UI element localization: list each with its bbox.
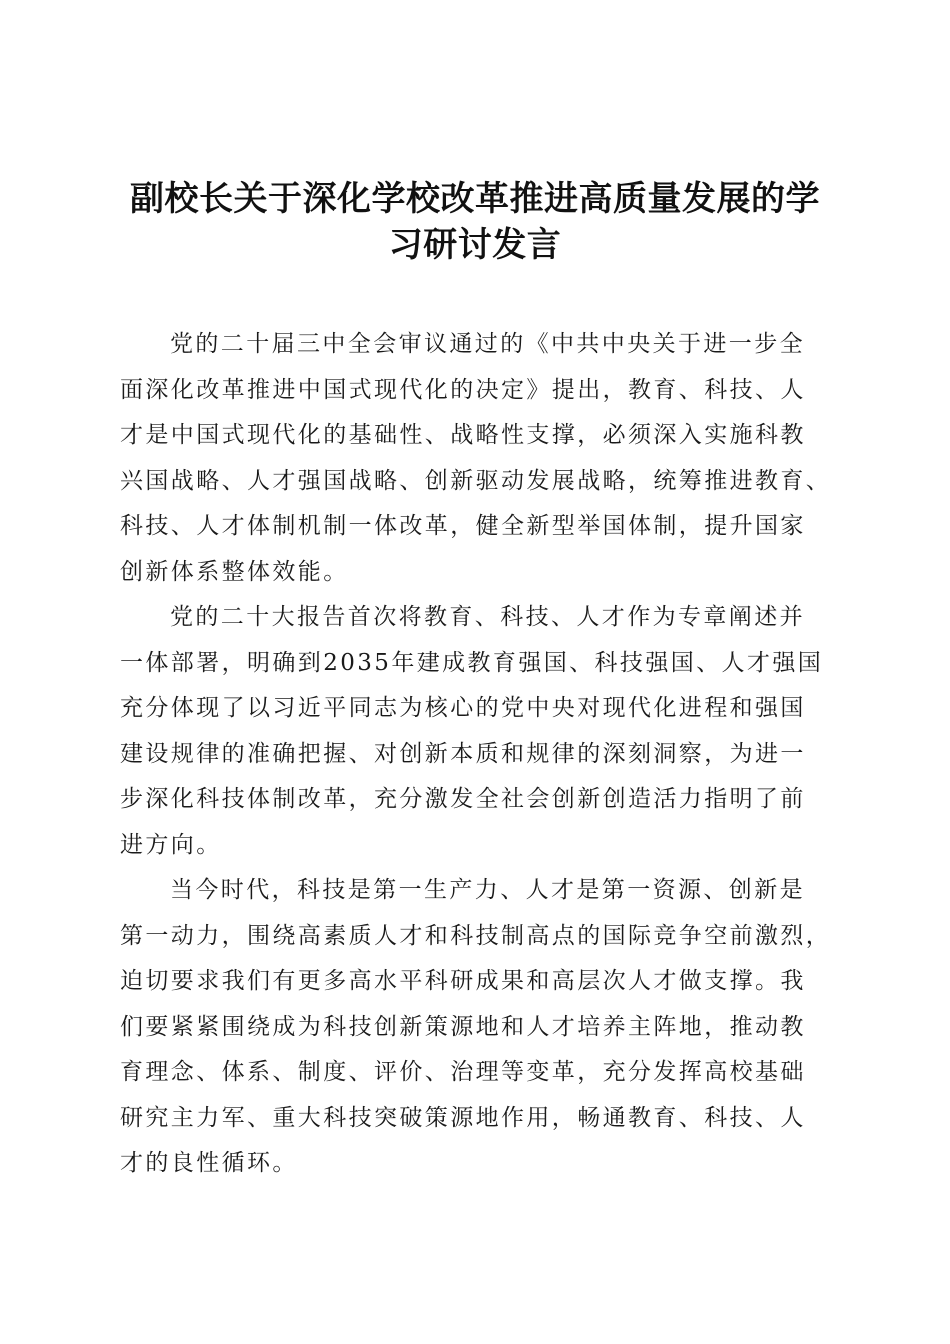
paragraph-line: 步深化科技体制改革，充分激发全社会创新创造活力指明了前: [120, 786, 806, 812]
document-title: [110, 176, 840, 268]
title-line: 副校长关于深化学校改革推进高质量发展的学: [130, 179, 820, 219]
title-line: 习研讨发言: [388, 225, 562, 265]
paragraph-line: 一体部署，明确到2035年建成教育强国、科技强国、人才强国: [120, 649, 824, 676]
paragraph-line: 们要紧紧围绕成为科技创新策源地和人才培养主阵地，推动教: [120, 1013, 806, 1040]
paragraph-line: 研究主力军、重大科技突破策源地作用，畅通教育、科技、人: [120, 1104, 806, 1131]
paragraph-3: [120, 868, 832, 1187]
paragraph-line: 才的良性循环。: [120, 1150, 298, 1176]
paragraph-line: 迫切要求我们有更多高水平科研成果和高层次人才做支撑。我: [120, 968, 806, 994]
paragraph-1: [120, 322, 832, 595]
document-body: [120, 322, 832, 1187]
paragraph-line: 第一动力，围绕高素质人才和科技制高点的国际竞争空前激烈，: [120, 922, 832, 949]
paragraph-line: 科技、人才体制机制一体改革，健全新型举国体制，提升国家: [120, 513, 806, 539]
paragraph-line: 充分体现了以习近平同志为核心的党中央对现代化进程和强国: [120, 695, 806, 721]
paragraph-line: 党的二十届三中全会审议通过的《中共中央关于进一步全: [170, 331, 805, 357]
paragraph-line: 才是中国式现代化的基础性、战略性支撑，必须深入实施科教: [120, 422, 806, 448]
paragraph-line: 建设规律的准确把握、对创新本质和规律的深刻洞察，为进一: [120, 740, 806, 767]
paragraph-line: 进方向。: [120, 831, 222, 858]
paragraph-line: 面深化改革推进中国式现代化的决定》提出，教育、科技、人: [120, 376, 806, 403]
paragraph-line: 党的二十大报告首次将教育、科技、人才作为专章阐述并: [170, 604, 805, 630]
paragraph-line: 兴国战略、人才强国战略、创新驱动发展战略，统筹推进教育、: [120, 467, 832, 494]
paragraph-2: [120, 595, 832, 868]
paragraph-line: 创新体系整体效能。: [120, 558, 349, 585]
paragraph-line: 育理念、体系、制度、评价、治理等变革，充分发挥高校基础: [120, 1059, 806, 1085]
paragraph-line: 当今时代，科技是第一生产力、人才是第一资源、创新是: [170, 877, 805, 903]
